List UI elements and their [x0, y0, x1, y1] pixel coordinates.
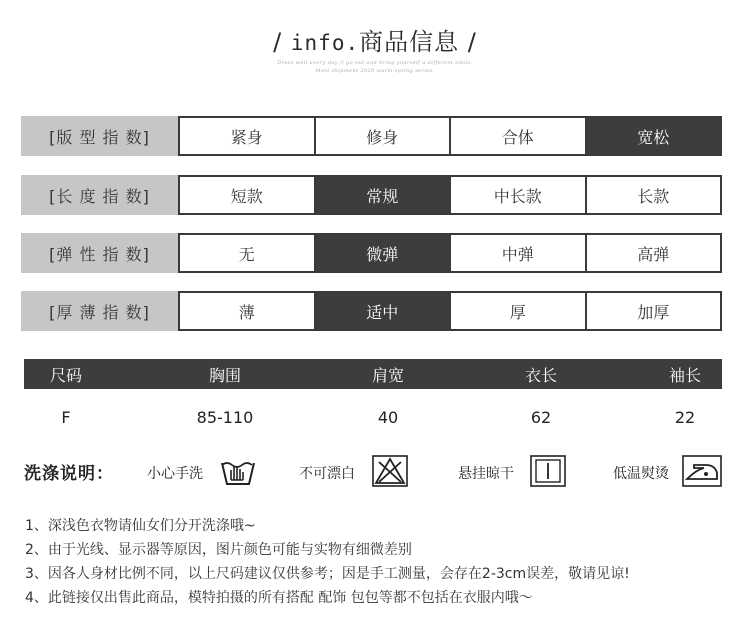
index-label: [长 度 指 数] [21, 175, 178, 215]
table-row [24, 404, 722, 430]
size-cell: F [61, 407, 71, 427]
index-option: 合体 [449, 118, 585, 154]
size-table-header [24, 359, 722, 389]
index-option: 宽松 [585, 118, 721, 154]
wash-instructions [24, 455, 724, 487]
size-cell: 85-110 [196, 407, 254, 427]
page-title [0, 22, 750, 57]
hand-wash-icon [218, 455, 258, 487]
index-option: 无 [238, 244, 255, 264]
index-row-length [21, 175, 722, 215]
size-header-cell: 肩宽 [371, 365, 404, 385]
index-row-fit [21, 116, 722, 156]
list-item: 4、此链接仅出售此商品，模特拍摄的所有搭配 配饰 包包等都不包括在衣服内哦～ [25, 590, 533, 606]
size-cell: 62 [530, 407, 552, 427]
index-option: 微弹 [314, 235, 450, 271]
index-option: 短款 [230, 186, 263, 206]
size-header-cell: 衣长 [524, 365, 557, 385]
index-option: 紧身 [230, 127, 263, 147]
index-options [178, 175, 722, 215]
index-options [178, 116, 722, 156]
subtitle-line-1: Dress well every day // go out and bring yourself a different smile. [277, 60, 473, 66]
title-cn: 商品信息 [359, 28, 460, 56]
no-bleach-icon [372, 455, 408, 487]
index-option: 薄 [238, 302, 255, 322]
title-slash-left: / [273, 28, 291, 56]
size-header-cell: 袖长 [668, 365, 701, 385]
index-options [178, 291, 722, 331]
index-option: 加厚 [585, 293, 721, 329]
index-label: [版 型 指 数] [21, 116, 178, 156]
size-cell: 40 [377, 407, 399, 427]
index-option: 适中 [314, 293, 450, 329]
wash-title: 洗涤说明： [24, 464, 114, 484]
index-option: 修身 [314, 118, 450, 154]
index-row-thickness [21, 291, 722, 331]
low-iron-icon [682, 455, 722, 487]
index-label: [厚 薄 指 数] [21, 291, 178, 331]
title-slash-right: / [459, 28, 477, 56]
index-option: 常规 [314, 177, 450, 213]
index-option: 厚 [449, 293, 585, 329]
size-cell: 22 [674, 407, 696, 427]
wash-label: 不可漂白 [299, 466, 355, 482]
size-header-cell: 胸围 [208, 365, 241, 385]
notes-list [25, 514, 630, 610]
index-option: 高弹 [585, 235, 721, 271]
size-header-cell: 尺码 [49, 365, 82, 385]
list-item: 2、由于光线、显示器等原因，图片颜色可能与实物有细微差别 [25, 542, 412, 558]
wash-label: 悬挂晾干 [458, 466, 514, 482]
list-item: 1、深浅色衣物请仙女们分开洗涤哦~ [25, 518, 256, 534]
line-dry-icon [530, 455, 566, 487]
wash-label: 小心手洗 [147, 466, 203, 482]
title-latin: info. [290, 31, 360, 55]
index-option: 长款 [585, 177, 721, 213]
list-item: 3、因各人身材比例不同，以上尺码建议仅供参考；因是手工测量，会存在2-3cm误差，敬请见谅! [25, 566, 630, 582]
wash-label: 低温熨烫 [613, 466, 669, 482]
index-option: 中长款 [449, 177, 585, 213]
index-row-elasticity [21, 233, 722, 273]
index-options [178, 233, 722, 273]
index-label: [弹 性 指 数] [21, 233, 178, 273]
subtitle-line-2: Most shipment 2020 warm spring series. [315, 68, 435, 74]
index-option: 中弹 [449, 235, 585, 271]
